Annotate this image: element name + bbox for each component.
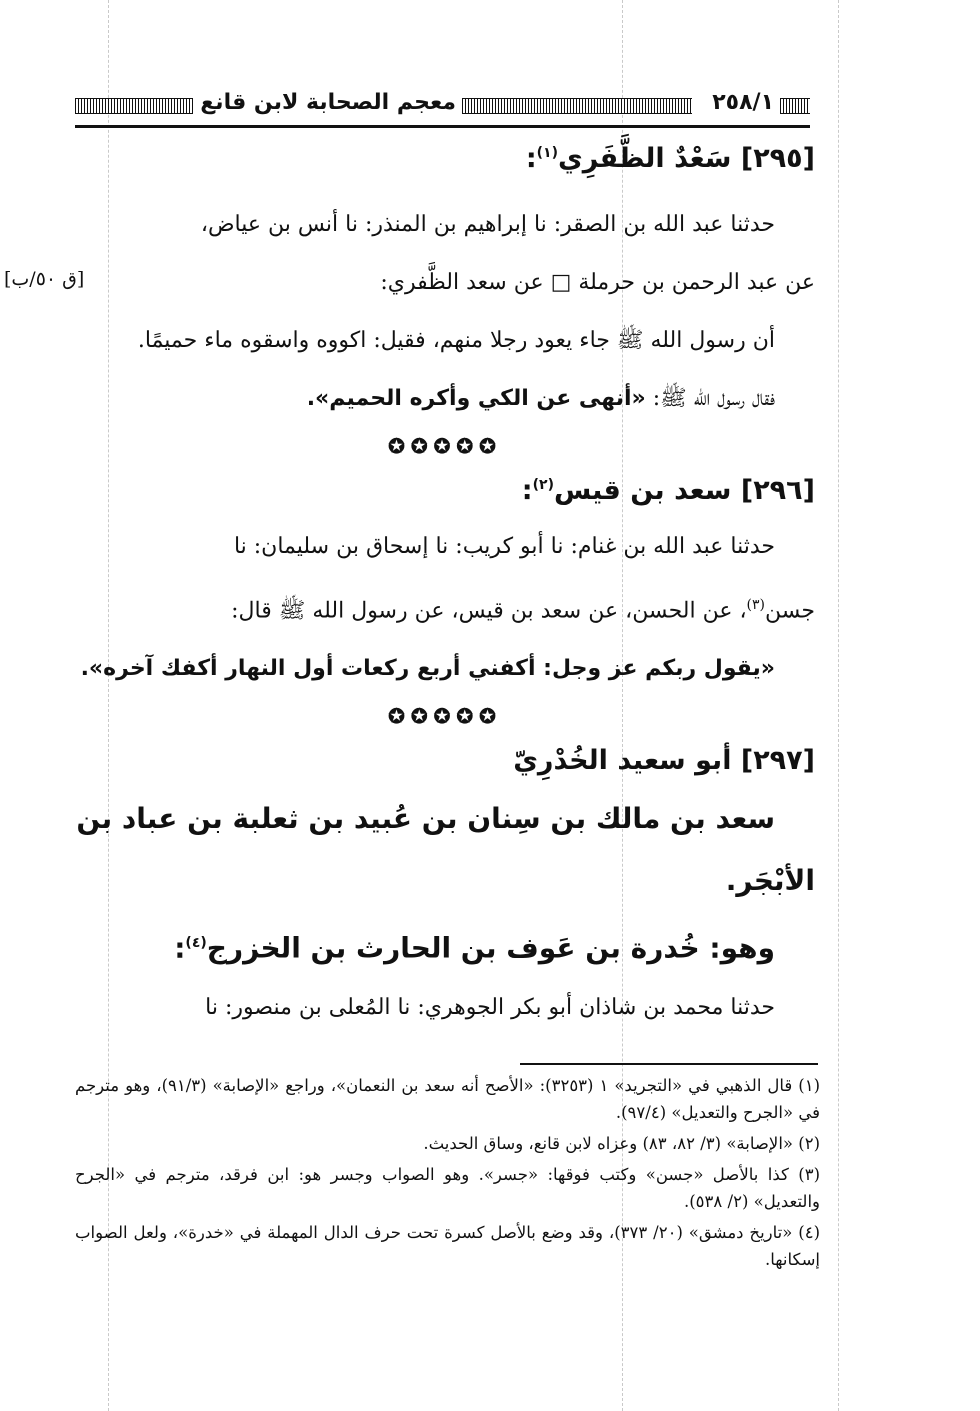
header-rule xyxy=(75,125,810,128)
lineage-line: سعد بن مالك بن سِنان بن عُبيد بن ثعلبة بن عباد بن الأبْجَر. xyxy=(76,801,815,897)
footnote-ref[interactable]: (٤) xyxy=(185,934,207,951)
footnote: (٢) «الإصابة» (٣/ ٨٢، ٨٣) وعزاه لابن قانع، وساق الحديث. xyxy=(423,1134,820,1153)
hadith-quote: «أنهى عن الكي وأكره الحميم». xyxy=(306,385,646,411)
lineage-line: وهو: خُدرة بن عَوف بن الحارث بن الخزرج$^{(٤)}$: xyxy=(174,931,775,965)
header-ornament xyxy=(780,98,810,114)
footnotes xyxy=(75,1072,820,1277)
footnote: (١) قال الذهبي في «التجريد» ١ (٣٢٥٣): «الأصح أنه سعد بن النعمان»، وراجع «الإصابة» (٩١/٣)، وهو مترجم في «الجرح والتعديل» (٩٧/٤). xyxy=(75,1076,820,1122)
header-ornament xyxy=(462,98,692,114)
section-separator: ✪✪✪✪✪ xyxy=(388,433,502,458)
book-title: معجم الصحابة لابن قانع xyxy=(194,90,462,115)
matn-paragraph: أن رسول الله ﷺ جاء يعود رجلا منهم، فقيل: اكووه واسقوه ماء حميمًا. xyxy=(137,327,775,353)
entry-title: [٢٩٧] أبو سعيد الخُدْرِيّ xyxy=(513,744,815,776)
said-intro: فقال رسول الله ﷺ: xyxy=(652,385,775,411)
isnad-paragraph: حدثنا محمد بن شاذان أبو بكر الجوهري: نا المُعلى بن منصور: نا xyxy=(205,995,775,1021)
page-body xyxy=(75,140,815,1037)
narrator-name: جسن xyxy=(765,597,815,623)
footnote-ref[interactable]: (٢) xyxy=(532,476,554,493)
footnote-ref[interactable]: (٣) xyxy=(746,596,766,613)
isnad-paragraph: حدثنا عبد الله بن الصقر: نا إبراهيم بن المنذر: نا أنس بن عياض، xyxy=(200,211,775,237)
hadith-quote: «يقول ربكم عز وجل: أكفني أربع ركعات أول النهار أكفك آخره». xyxy=(80,655,775,681)
isnad-paragraph: عن عبد الرحمن بن حرملة □ عن سعد الظَّفري: xyxy=(380,269,815,295)
guide-line xyxy=(838,0,839,1411)
entry-title: [٢٩٥] سَعْدٌ الظَّفَرِي$^{(١)}$: xyxy=(525,143,815,174)
isnad-paragraph: حدثنا عبد الله بن غنام: نا أبو كريب: نا إسحاق بن سليمان: نا xyxy=(233,533,775,559)
footnote-rule xyxy=(520,1063,818,1065)
section-separator: ✪✪✪✪✪ xyxy=(388,703,502,728)
footnote: (٣) كذا بالأصل «جسن» وكتب فوقها: «جسر». وهو الصواب وجسر هو: ابن فرقد، مترجم في «الجرح والتعديل» (٢/ ٥٣٨). xyxy=(75,1165,820,1211)
hadith-quote-line xyxy=(75,370,815,428)
running-header xyxy=(75,88,810,128)
isnad-paragraph: جسن$^{(٣)}$، عن الحسن، عن سعد بن قيس، عن رسول الله ﷺ قال: xyxy=(231,596,815,623)
header-ornament xyxy=(75,98,193,114)
page-reference: ٢٥٨/١ xyxy=(706,90,780,115)
manuscript-folio-note: [ق ٥٠/ب] xyxy=(4,268,85,290)
footnote: (٤) «تاريخ دمشق» (٢٠/ ٣٧٣)، وقد وضع بالأصل كسرة تحت حرف الدال المهملة في «خدرة»، ولعل الصواب إسكانها. xyxy=(75,1223,821,1269)
entry-297 xyxy=(75,742,815,1037)
entry-296 xyxy=(75,472,815,698)
footnote-ref[interactable]: (١) xyxy=(536,145,558,161)
entry-title: [٢٩٦] سعد بن قيس$^{(٢)}$: xyxy=(521,474,815,506)
entry-295 xyxy=(75,140,815,428)
